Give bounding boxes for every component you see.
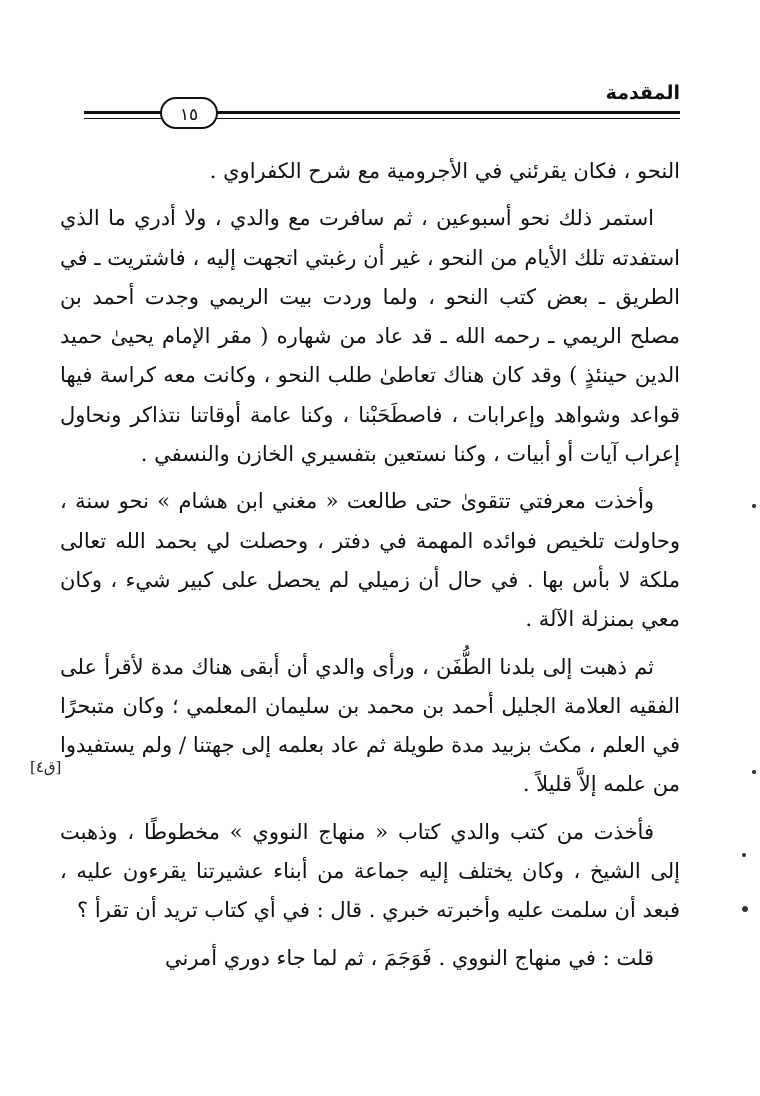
paragraph	[60, 152, 680, 191]
paragraph-text: النحو ، فكان يقرئني في الأجرومية مع شرح الكفراوي .	[209, 159, 680, 183]
paragraph-text: قلت : في منهاج النووي . فَوَجَمَ ، ثم لما جاء دوري أمرني	[165, 945, 654, 970]
paragraph	[60, 482, 680, 639]
paragraph-text: وأخذت معرفتي تتقوىٰ حتى طالعت « مغني ابن هشام » نحو سنة ، وحاولت تلخيص فوائده المهمة في دفتر ، وحصلت لي بحمد الله تعالى ملكة لا بأس بها . في حال أن زميلي لم يحصل على كبير شيء ، وكان معي بمنزلة الآلة .	[60, 489, 680, 632]
paragraph	[60, 648, 680, 805]
scan-speck	[752, 770, 756, 774]
chapter-title: المقدمة	[605, 82, 680, 104]
paragraph	[60, 199, 680, 474]
paragraph-text: فأخذت من كتب والدي كتاب « منهاج النووي » مخطوطًا ، وذهبت إلى الشيخ ، وكان يختلف إليه جماعة من أبناء عشيرتنا يقرءون عليه ، فبعد أن سلمت عليه وأخبرته خبري . قال : في أي كتاب تريد أن تقرأ ؟	[60, 819, 680, 923]
paragraph	[60, 813, 680, 931]
main-text	[60, 152, 680, 986]
page-number-badge: ١٥	[160, 97, 218, 129]
page-header	[84, 78, 680, 128]
paragraph-text: ثم ذهبت إلى بلدنا الطُّفَن ، ورأى والدي أن أبقى هناك مدة لأقرأ على الفقيه العلامة الجليل أحمد بن محمد بن سليمان المعلمي ؛ وكان متبحرًا في العلم ، مكث بزبيد مدة طويلة ثم عاد بعلمه إلى جهتنا / ولم يستفيدوا من علمه إلاَّ قليلاً .	[60, 654, 680, 797]
scan-speck	[742, 906, 748, 912]
manuscript-folio-note: [ق٤]	[30, 758, 62, 776]
paragraph	[60, 939, 680, 978]
paragraph-text: استمر ذلك نحو أسبوعين ، ثم سافرت مع والدي ، ولا أدري ما الذي استفدته تلك الأيام من النحو ، غير أن رغبتي اتجهت إليه ، فاشتريت ـ في الطريق ـ بعض كتب النحو ، ولما وردت بيت الريمي وجدت أحمد بن مصلح الريمي ـ رحمه الله ـ قد عاد من شهاره ( مقر الإمام يحيىٰ حميد الدين حينئذٍ ) وقد كان هناك تعاطىٰ طلب النحو ، وكانت معه كراسة فيها قواعد وشواهد وإعرابات ، فاصطَحَبْنا ، وكنا عامة أوقاتنا نتذاكر ونحاول إعراب آيات أو أبيات ، وكنا نستعين بتفسيري الخازن والنسفي .	[60, 206, 680, 467]
scan-speck	[752, 504, 756, 508]
scan-speck	[742, 853, 746, 857]
